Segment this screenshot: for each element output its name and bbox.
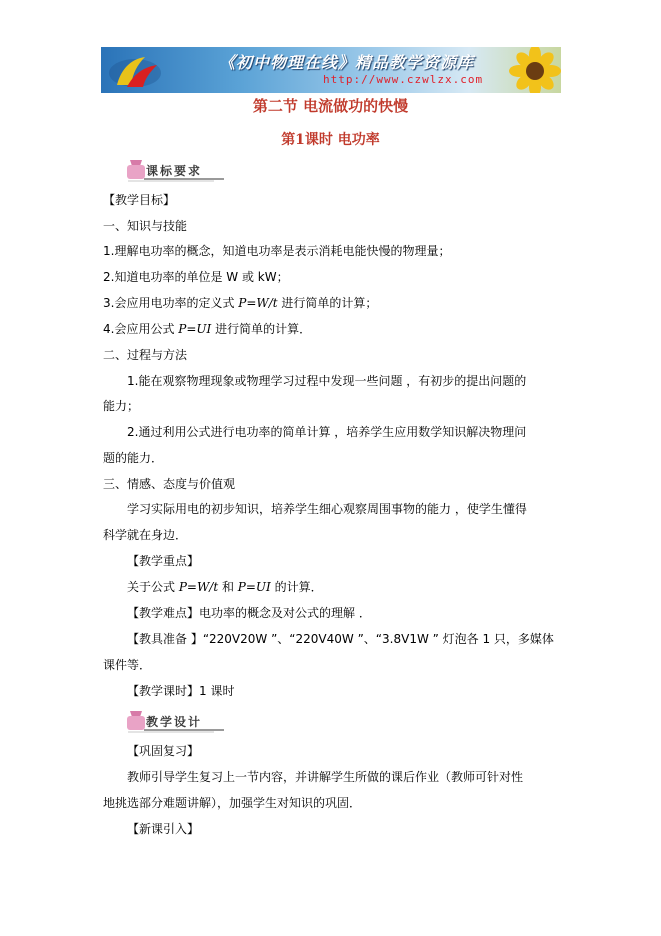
text-line: 二、过程与方法 [103, 348, 188, 362]
section-label: 课标要求 [146, 164, 203, 178]
text-line [103, 295, 377, 311]
text-line: 科学就在身边． [103, 528, 188, 542]
sunflower-icon [489, 47, 561, 93]
text-fragment: 的计算． [270, 580, 323, 594]
text-line: 三、情感、态度与价值观 [103, 477, 236, 491]
text-line: 一、知识与技能 [103, 219, 188, 233]
text-line: 【教具准备 】“220V20W ”、“220V40W ”、“3.8V1W ” 灯泡各 1 只，多媒体 [127, 632, 554, 646]
header-banner [101, 47, 561, 93]
text-line: 1.理解电功率的概念，知道电功率是表示消耗电能快慢的物理量； [103, 244, 451, 258]
text-fragment: 3.会应用电功率的定义式 [103, 296, 239, 310]
text-line [103, 321, 311, 337]
text-line: 教师引导学生复习上一节内容，并讲解学生所做的课后作业（教师可针对性 [127, 770, 524, 784]
page-title: 第二节 电流做功的快慢 [252, 97, 409, 115]
section-label: 教学设计 [146, 715, 203, 729]
text-line: 1.能在观察物理现象或物理学习过程中发现一些问题 ，有初步的提出问题的 [127, 374, 527, 388]
text-line: 题的能力． [103, 451, 164, 465]
banner-title: 《初中物理在线》精品教学资源库 [219, 53, 475, 72]
page-subtitle: 第1课时 电功率 [281, 132, 380, 148]
text-fragment: 4.会应用公式 [103, 322, 179, 336]
text-line: 【巩固复习】 [127, 744, 200, 758]
text-line: 能力； [103, 399, 140, 413]
text-fragment: 进行简单的计算． [211, 322, 312, 336]
text-line: 2.通过利用公式进行电功率的简单计算 ，培养学生应用数学知识解决物理问 [127, 425, 527, 439]
text-line: 地挑选部分难题讲解），加强学生对知识的巩固． [103, 796, 362, 810]
section-header-requirements [124, 158, 228, 184]
formula: P=W/t [238, 296, 278, 310]
text-fragment: 和 [218, 580, 238, 594]
banner-url[interactable]: http://www.czwlzx.com [323, 73, 484, 86]
text-line: 【新课引入】 [127, 822, 200, 836]
text-line [127, 579, 323, 595]
text-line: 课件等． [103, 658, 152, 672]
text-line: 【教学课时】1 课时 [127, 684, 235, 698]
formula: P=UI [237, 580, 271, 594]
formula: P=UI [178, 322, 212, 336]
logo-icon [107, 51, 165, 91]
text-line: 【教学重点】 [127, 554, 200, 568]
text-line: 【教学难点】电功率的概念及对公式的理解 ． [127, 606, 371, 620]
formula: P=W/t [178, 580, 219, 594]
section-header-design [124, 709, 228, 735]
text-line: 【教学目标】 [103, 193, 176, 207]
text-line: 2.知道电功率的单位是 W 或 kW； [103, 270, 289, 284]
text-line: 学习实际用电的初步知识，培养学生细心观察周围事物的能力 ，使学生懂得 [127, 502, 527, 516]
text-fragment: 关于公式 [127, 580, 179, 594]
text-fragment: 进行简单的计算； [277, 296, 378, 310]
